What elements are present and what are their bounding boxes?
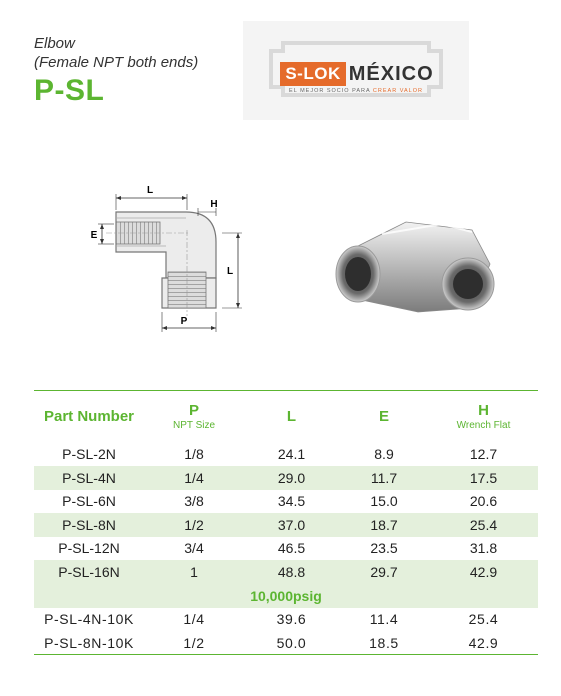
table-cell: 25.4: [469, 516, 498, 533]
table-cell: 24.1: [277, 446, 306, 463]
header-part-number: Part Number: [43, 408, 135, 426]
dimension-label-l-top: L: [146, 185, 154, 196]
elbow-dimension-drawing: [76, 180, 256, 340]
table-cell: 18.7: [370, 516, 398, 533]
product-subtitle-line2: (Female NPT both ends): [34, 54, 199, 71]
table-row: [34, 537, 538, 561]
table-row: [34, 631, 538, 655]
table-cell: 1: [190, 563, 198, 580]
table-cell: 48.8: [277, 563, 306, 580]
dimension-label-l-side: L: [226, 266, 234, 277]
table-cell: 42.9: [468, 634, 499, 651]
product-heading: [34, 34, 198, 109]
table-cell: 1/2: [184, 516, 204, 533]
table-cell: P-SL-8N-10K: [44, 634, 134, 651]
table-cell: 25.4: [468, 611, 499, 628]
table-cell: P-SL-8N: [62, 516, 116, 533]
table-cell: 1/2: [183, 634, 205, 651]
table-cell: 31.8: [469, 540, 498, 557]
table-cell: 11.7: [370, 469, 398, 486]
header-l: L: [286, 408, 297, 426]
table-cell: P-SL-6N: [62, 493, 116, 510]
table-cell: 39.6: [276, 611, 307, 628]
product-subtitle-line1: Elbow: [34, 35, 75, 52]
dimension-label-e: E: [90, 230, 98, 241]
table-cell: 1/8: [184, 446, 204, 463]
table-cell: 37.0: [277, 516, 306, 533]
header-e: E: [378, 408, 389, 426]
table-cell: P-SL-4N: [62, 469, 116, 486]
table-cell: 1/4: [184, 469, 204, 486]
table-header-row: [34, 391, 538, 443]
table-cell: 1/4: [183, 611, 205, 628]
table-cell: 29.0: [277, 469, 306, 486]
table-cell: 8.9: [374, 446, 394, 463]
table-row: [34, 608, 538, 632]
table-cell: 17.5: [469, 469, 498, 486]
table-row: [34, 513, 538, 537]
specification-table: [34, 390, 538, 655]
table-row: [34, 560, 538, 584]
table-row: [34, 443, 538, 467]
elbow-product-photo: [322, 212, 512, 322]
table-row: [34, 490, 538, 514]
table-cell: P-SL-16N: [58, 563, 120, 580]
table-cell: 46.5: [277, 540, 306, 557]
table-cell: 18.5: [369, 634, 399, 651]
table-cell: 23.5: [370, 540, 398, 557]
table-cell: 50.0: [276, 634, 307, 651]
logo-country: MÉXICO: [348, 62, 434, 85]
table-cell: 3/8: [184, 493, 204, 510]
pressure-section-label: 10,000psig: [250, 587, 322, 604]
table-cell: 3/4: [184, 540, 204, 557]
product-code: P-SL: [34, 74, 105, 107]
dimension-label-h: H: [210, 199, 218, 210]
dimension-label-p: P: [180, 316, 188, 327]
header-p: P NPT Size: [172, 402, 216, 432]
pressure-section-row: [34, 584, 538, 608]
table-cell: 11.4: [369, 611, 399, 628]
table-cell: P-SL-4N-10K: [44, 611, 134, 628]
logo-tagline: EL MEJOR SOCIO PARA CREAR VALOR: [289, 88, 423, 94]
table-cell: P-SL-2N: [62, 446, 116, 463]
company-logo: [243, 21, 469, 120]
table-cell: 42.9: [469, 563, 498, 580]
header-h: H Wrench Flat: [456, 402, 511, 432]
logo-brand: S-LOK: [280, 62, 345, 86]
table-cell: P-SL-12N: [58, 540, 120, 557]
table-cell: 20.6: [469, 493, 498, 510]
table-cell: 12.7: [469, 446, 498, 463]
table-cell: 29.7: [370, 563, 398, 580]
table-cell: 34.5: [277, 493, 306, 510]
table-cell: 15.0: [370, 493, 398, 510]
table-row: [34, 466, 538, 490]
